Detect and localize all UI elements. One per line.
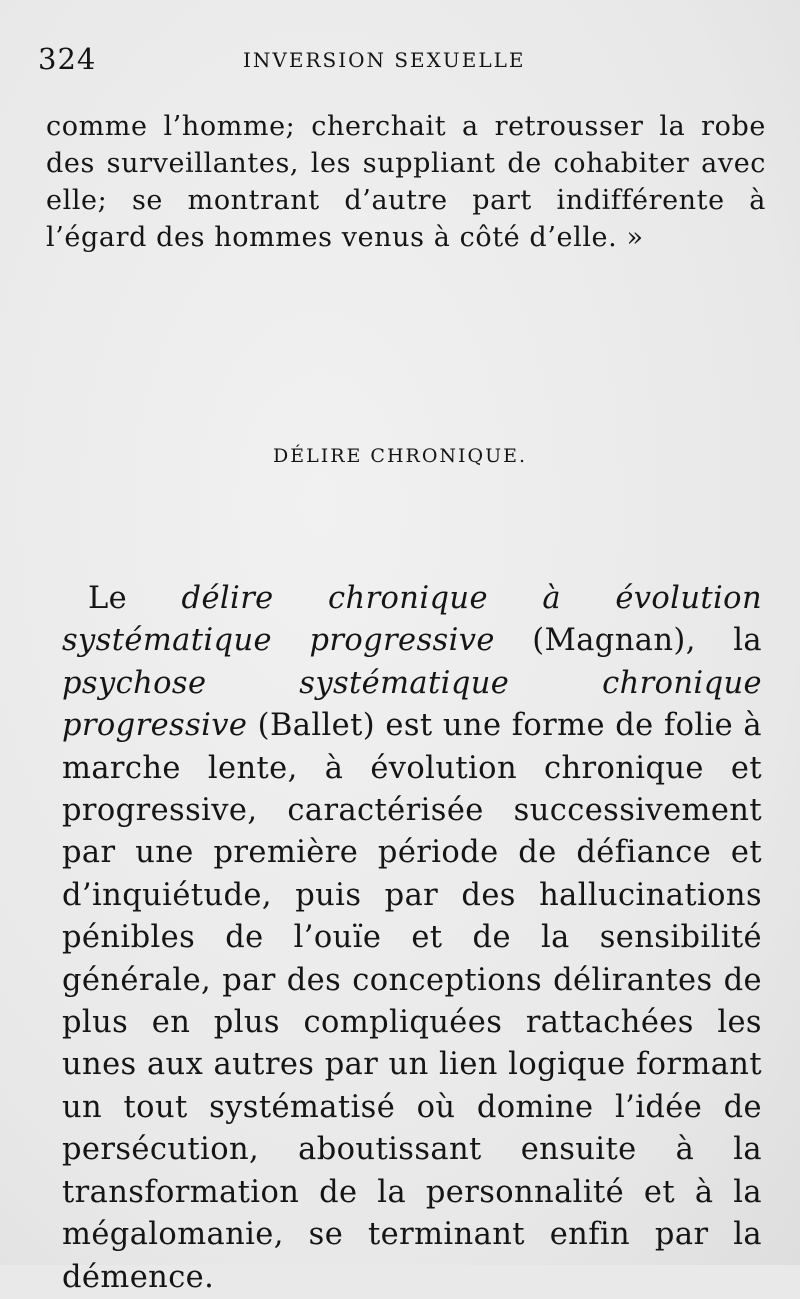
- paragraph-italic-term-1: délire chronique à évolution systématique progressive: [62, 581, 762, 659]
- quote-continuation: [46, 108, 766, 256]
- paragraph-text-3: (Ballet) est une forme de folie à marche lente, à évolution chronique et progressive, caractérisée successivement par une première période de défiance et d’inquiétude, puis par des hallucinations pénibles de l’ouïe et de la sensibilité générale, par des conceptions délirantes de plus en plus compliquées rattachées les unes aux autres par un lien logique formant un tout systématisé où domine l’idée de persécution, aboutissant ensuite à la transformation de la personnalité et à la mégalomanie, se terminant enfin par la démence.: [62, 708, 762, 1295]
- paragraph-italic-term-2: psychose systématique chronique progressive: [62, 665, 762, 744]
- body-paragraph: [62, 578, 762, 1299]
- running-title: INVERSION SEXUELLE: [243, 48, 526, 72]
- paragraph-text-1: Le: [88, 581, 182, 616]
- section-heading: DÉLIRE CHRONIQUE.: [272, 445, 528, 467]
- page-number: 324: [38, 42, 97, 76]
- page-header: [38, 42, 760, 82]
- paragraph-text-2: (Magnan), la: [494, 623, 762, 659]
- quote-text: comme l’homme; cherchait a retrousser la robe des surveillantes, les suppliant de cohabiter avec elle; se montrant d’autre part indifférente à l’égard des hommes venus à côté d’elle. »: [46, 111, 766, 253]
